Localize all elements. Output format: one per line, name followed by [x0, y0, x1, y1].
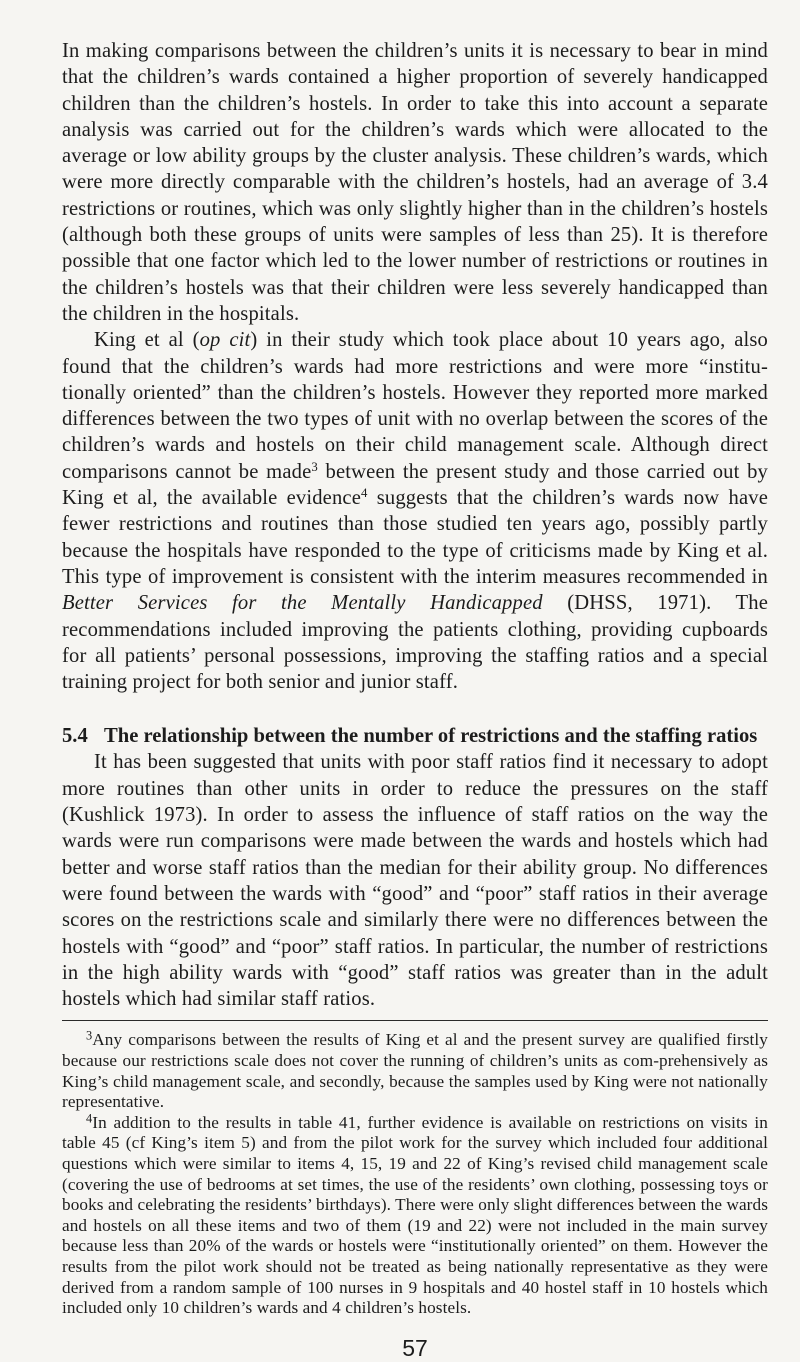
footnote-ref-3: 3 — [311, 459, 318, 474]
footnote-4 — [62, 1113, 768, 1319]
footnote-3-mark: 3 — [86, 1028, 93, 1043]
paragraph-1: In making comparisons between the children’s units it is necessary to bear in mind that the children’s wards contained a higher proportion of severely handicapped children than the children’s hostels. In order to take this into account a separate analysis was carried out for the children’s wards which were allocated to the average or low ability groups by the cluster analysis. These children’s wards, which were more directly comparable with the children’s hostels, had an average of 3.4 restrictions or routines, which was only slightly higher than in the children’s hostels (although both these groups of units were samples of less than 25). It is therefore possible that one factor which led to the lower number of restrictions or routines in the children’s hostels was that their children were less severely handicapped than the children in the hospitals. — [62, 40, 768, 325]
footnote-4-text: In addition to the results in table 41, further evidence is available on restrictions on visits in table 45 (cf King’s item 5) and from the pilot work for the survey which included four additional questions which were similar to items 4, 15, 19 and 22 of King’s revised child management scale (covering the use of bedrooms at set times, the use of the residents’ own clothing, possessing toys or books and celebrating the residents’ birthdays). There were only slight differences between the wards and hostels on all these items and two of them (19 and 22) were not included in the main survey because less than 20% of the wards or hostels were “institutionally oriented” on them. However the results from the pilot work should not be treated as being nationally representative as they were derived from a random sample of 100 nurses in 9 hospitals and 40 hostel staff in 10 hostels which included only 10 children’s wards and 4 children’s hostels. — [62, 1112, 768, 1318]
p2-segment: King et al ( — [94, 329, 200, 352]
paragraph-2 — [62, 327, 768, 695]
p2-segment: ) in their study which took place about 10 years ago, also found that the children’s wards had more restrictions and were more “institu-tionally oriented” than the children’s hostels. However they reported more marked differences between the two types of unit with no overlap between the scores of the children’s wards and hostels on their child management scale. Although direct comparisons cannot be made — [62, 329, 769, 483]
footnote-divider — [62, 1020, 768, 1021]
body-text — [62, 38, 768, 1012]
footnote-ref-4: 4 — [361, 486, 368, 501]
footnote-3 — [62, 1030, 768, 1112]
footnote-4-mark: 4 — [86, 1111, 93, 1126]
section-title: The relationship between the number of restrictions and the staffing ratios — [104, 725, 758, 748]
page-number: 57 — [402, 1334, 428, 1361]
footnote-3-text: Any comparisons between the results of King et al and the present survey are qualified firstly because our restrictions scale does not cover the running of children’s units as com-prehensively as King’s child management scale, and secondly, because the samples used by King were not nationally representative. — [62, 1030, 768, 1112]
p2-segment: between the present study and those carried out by King et al, the available evidence — [62, 460, 768, 510]
section-number: 5.4 — [62, 725, 88, 748]
p2-segment: suggests that the children’s wards now have fewer restrictions and routines than those studied ten years ago, possibly partly because the hospitals have responded to the type of criticisms made by King et al. This type of improvement is consistent with the interim measures recommended in — [62, 487, 768, 588]
p2-segment: (DHSS, 1971). The recommendations included improving the patients clothing, providing cupboards for all patients’ personal possessions, improving the staffing ratios and a special training project for both senior and junior staff. — [62, 592, 768, 694]
op-cit-italic: op cit — [199, 329, 251, 352]
footnotes — [62, 1030, 768, 1318]
section-paragraph: It has been suggested that units with poor staff ratios find it necessary to adopt more routines than other units in order to reduce the pressures on the staff (Kushlick 1973). In order to assess the influence of staff ratios on the way the wards were run comparisons were made between the wards and hostels which had better and worse staff ratios than the median for their ability group. No differences were found between the wards with “good” and “poor” staff ratios in their average scores on the restrictions scale and similarly there were no differences between the hostels with “good” and “poor” staff ratios. In particular, the number of restrictions in the high ability wards with “good” staff ratios was greater than in the adult hostels which had similar staff ratios. — [62, 751, 768, 1011]
section-heading — [62, 723, 768, 749]
publication-title-italic: Better Services for the Mentally Handicapped — [62, 592, 543, 615]
